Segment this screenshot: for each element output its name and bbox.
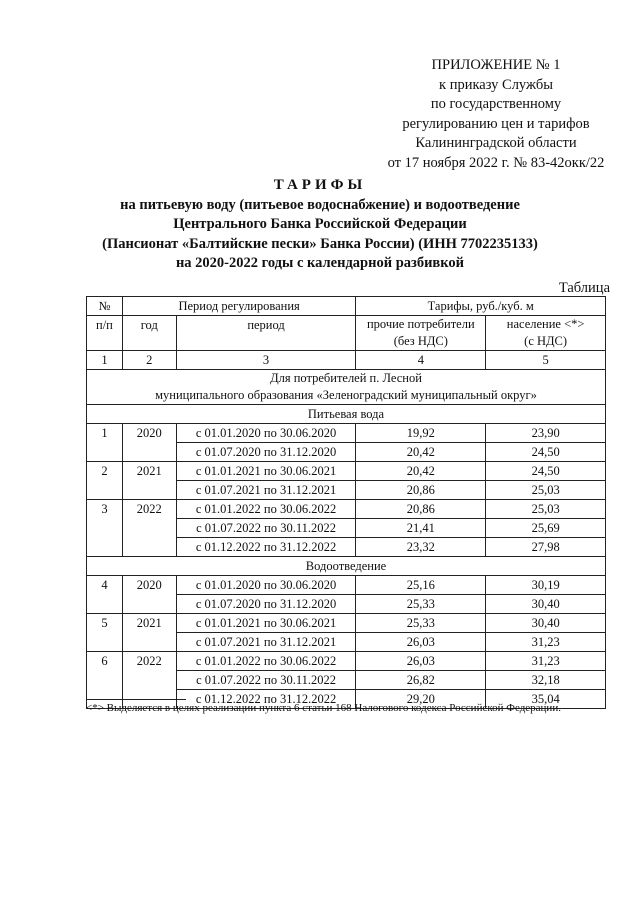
row-other-tariff: 25,33 [356, 614, 486, 633]
appendix-line: регулированию цен и тарифов [402, 115, 590, 132]
row-year: 2022 [122, 652, 176, 709]
row-population-tariff: 25,03 [486, 481, 606, 500]
row-period: с 01.12.2022 по 31.12.2022 [176, 538, 356, 557]
header-period-group: Период регулирования [122, 297, 356, 316]
header-other [356, 316, 486, 351]
header-population [486, 316, 606, 351]
row-other-tariff: 26,03 [356, 633, 486, 652]
appendix-line: по государственному [430, 96, 562, 112]
appendix-line: к приказу Службы [439, 76, 553, 93]
row-other-tariff: 26,82 [356, 671, 486, 690]
header-row [87, 316, 606, 351]
section-row [87, 405, 606, 424]
section-row [87, 557, 606, 576]
header-row [87, 297, 606, 316]
title-line: на 2020-2022 годы с календарной разбивкой [175, 255, 465, 271]
footnote: <*> Выделяется в целях реализации пункта 6 статьи 168 Налогового кодекса Российской Федерации. [86, 702, 561, 714]
col-number: 5 [486, 351, 606, 370]
consumer-line: Для потребителей п. Лесной [270, 371, 422, 385]
row-population-tariff: 23,90 [486, 424, 606, 443]
row-period: с 01.07.2022 по 30.11.2022 [176, 519, 356, 538]
row-population-tariff: 30,40 [486, 614, 606, 633]
row-year: 2021 [122, 462, 176, 500]
header-population-line: (с НДС) [524, 334, 568, 348]
appendix-line: Калининградской области [415, 135, 577, 151]
row-population-tariff: 30,19 [486, 576, 606, 595]
appendix-line: от 17 ноября 2022 г. № 83-42окк/22 [387, 154, 605, 171]
row-other-tariff: 25,16 [356, 576, 486, 595]
row-population-tariff: 25,69 [486, 519, 606, 538]
col-number: 3 [176, 351, 356, 370]
row-period: с 01.07.2020 по 31.12.2020 [176, 443, 356, 462]
column-number-row [87, 351, 606, 370]
row-period: с 01.07.2020 по 31.12.2020 [176, 595, 356, 614]
col-number: 2 [122, 351, 176, 370]
row-other-tariff: 21,41 [356, 519, 486, 538]
header-tariff-group: Тарифы, руб./куб. м [356, 297, 606, 316]
row-other-tariff: 19,92 [356, 424, 486, 443]
consumer-row [87, 370, 606, 405]
row-other-tariff: 20,86 [356, 500, 486, 519]
title-line: (Пансионат «Балтийские пески» Банка России) (ИНН 7702235133) [102, 235, 538, 252]
row-other-tariff: 25,33 [356, 595, 486, 614]
table-row [87, 424, 606, 443]
row-period: с 01.01.2021 по 30.06.2021 [176, 462, 356, 481]
row-period: с 01.07.2022 по 30.11.2022 [176, 671, 356, 690]
row-number: 2 [87, 462, 123, 500]
row-population-tariff: 31,23 [486, 633, 606, 652]
row-number: 6 [87, 652, 123, 709]
row-number: 1 [87, 424, 123, 462]
row-population-tariff: 35,04 [486, 690, 606, 709]
header-num: № [87, 297, 123, 316]
appendix-line: ПРИЛОЖЕНИЕ № 1 [431, 57, 561, 73]
row-year: 2020 [122, 424, 176, 462]
header-period: период [176, 316, 356, 351]
row-year: 2022 [122, 500, 176, 557]
appendix-block [360, 56, 632, 173]
row-period: с 01.01.2022 по 30.06.2022 [176, 652, 356, 671]
tariff-table [86, 296, 606, 709]
row-population-tariff: 30,40 [486, 595, 606, 614]
table-row [87, 462, 606, 481]
row-year: 2020 [122, 576, 176, 614]
row-other-tariff: 20,42 [356, 462, 486, 481]
table-row [87, 614, 606, 633]
header-population-line: население <*> [506, 317, 585, 331]
consumer-cell [87, 370, 606, 405]
row-period: с 01.07.2021 по 31.12.2021 [176, 633, 356, 652]
title-main: ТАРИФЫ [273, 177, 367, 193]
row-population-tariff: 24,50 [486, 443, 606, 462]
row-population-tariff: 32,18 [486, 671, 606, 690]
row-period: с 01.07.2021 по 31.12.2021 [176, 481, 356, 500]
header-other-line: (без НДС) [393, 334, 448, 348]
row-number: 5 [87, 614, 123, 652]
row-period: с 01.12.2022 по 31.12.2022 [176, 690, 356, 709]
table-label: Таблица [558, 280, 610, 296]
document-title [60, 176, 580, 274]
row-population-tariff: 25,03 [486, 500, 606, 519]
row-period: с 01.01.2020 по 30.06.2020 [176, 576, 356, 595]
title-line: на питьевую воду (питьевое водоснабжение) и водоотведение [120, 196, 520, 213]
section-title: Водоотведение [87, 557, 606, 576]
table-row [87, 576, 606, 595]
row-other-tariff: 20,42 [356, 443, 486, 462]
header-other-line: прочие потребители [366, 317, 475, 331]
row-period: с 01.01.2020 по 30.06.2020 [176, 424, 356, 443]
row-other-tariff: 29,20 [356, 690, 486, 709]
row-other-tariff: 20,86 [356, 481, 486, 500]
section-title: Питьевая вода [87, 405, 606, 424]
row-population-tariff: 31,23 [486, 652, 606, 671]
row-period: с 01.01.2021 по 30.06.2021 [176, 614, 356, 633]
table-row [87, 652, 606, 671]
row-year: 2021 [122, 614, 176, 652]
row-other-tariff: 26,03 [356, 652, 486, 671]
footnote-rule [86, 699, 186, 700]
header-year: год [122, 316, 176, 351]
row-period: с 01.01.2022 по 30.06.2022 [176, 500, 356, 519]
table-row [87, 500, 606, 519]
header-num-2: п/п [87, 316, 123, 351]
row-number: 3 [87, 500, 123, 557]
title-line: Центрального Банка Российской Федерации [173, 216, 467, 232]
row-population-tariff: 27,98 [486, 538, 606, 557]
col-number: 4 [356, 351, 486, 370]
consumer-line: муниципального образования «Зеленоградский муниципальный округ» [155, 388, 537, 402]
row-number: 4 [87, 576, 123, 614]
row-population-tariff: 24,50 [486, 462, 606, 481]
row-other-tariff: 23,32 [356, 538, 486, 557]
col-number: 1 [87, 351, 123, 370]
